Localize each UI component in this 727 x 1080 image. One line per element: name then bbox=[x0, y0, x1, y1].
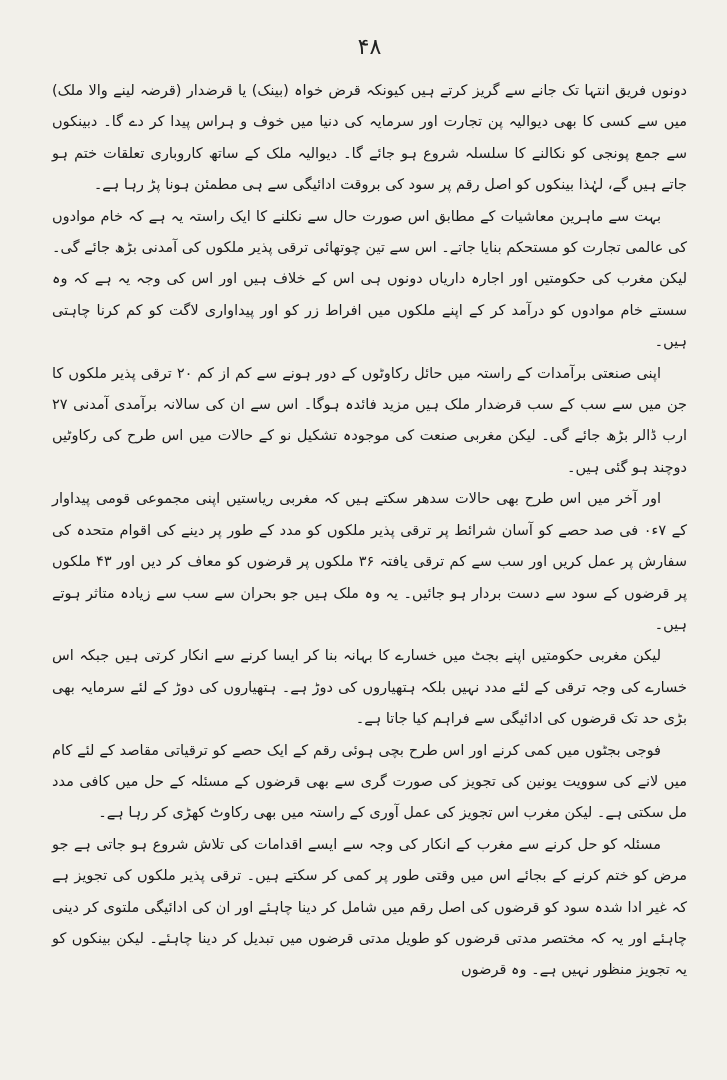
paragraph-3: اپنی صنعتی برآمدات کے راستہ میں حائل رکاوٹوں کے دور ہونے سے کم از کم ۲۰ ترقی پذیر ملکوں کا جن میں سے سب کے سب قرضدار ملک ہیں مزید فائدہ ہوگا۔ اس سے ان کی سالانہ برآمدی آمدنی ۲۷ ارب ڈالر بڑھ جائے گی۔ لیکن مغربی صنعت کی موجودہ تشکیل نو کے حالات میں اس طرح کی رکاوٹیں دوچند ہو گئی ہیں۔ bbox=[52, 365, 687, 476]
page-number: ۴۸ bbox=[357, 35, 382, 60]
page-body bbox=[52, 76, 687, 987]
paragraph-2: بہت سے ماہرین معاشیات کے مطابق اس صورت حال سے نکلنے کا ایک راستہ یہ ہے کہ خام موادوں کی عالمی تجارت کو مستحکم بنایا جاتے۔ اس سے تین چوتھائی ترقی پذیر ملکوں کی آمدنی بڑھ جائے گی۔ لیکن مغرب کی حکومتیں اور اجارہ داریاں دونوں ہی اس کے خلاف ہیں اور اس کی وجہ یہ ہے کہ وہ سستے خام موادوں کو درآمد کر کے اپنے ملکوں میں افراط زر کو اور پیداواری لاگت کو کم کرنا چاہتی ہیں۔ bbox=[52, 208, 687, 351]
paragraph-4: اور آخر میں اس طرح بھی حالات سدھر سکتے ہیں کہ مغربی ریاستیں اپنی مجموعی قومی پیداوار کے ۷ء۰ فی صد حصے کو آسان شرائط پر ترقی پذیر ملکوں کو مدد کے طور پر دینے کی اقوام متحدہ کی سفارش پر عمل کریں اور سب سے کم ترقی یافتہ ۳۶ ملکوں پر قرضوں کو معاف کر دیں اور ۴۳ ملکوں پر قرضوں کے سود سے دست بردار ہو جائیں۔ یہ وہ ملک ہیں جو بحران سے سب سے زیادہ متاثر ہوتے ہیں۔ bbox=[52, 491, 688, 633]
paragraph-7: مسئلہ کو حل کرنے سے مغرب کے انکار کی وجہ سے ایسے اقدامات کی تلاش شروع ہو جاتی ہے جو مرض کو ختم کرنے کے بجائے اس میں وقتی طور پر کمی کر سکتے ہیں۔ ترقی پذیر ملکوں کی تجویز ہے کہ غیر ادا شدہ سود کو قرضوں کی اصل رقم میں شامل کر دینا چاہئے اور ان کی ادائیگی ملتوی کر دینی چاہئے اور یہ کہ مختصر مدتی قرضوں کو طویل مدتی قرضوں میں تبدیل کر دینا چاہئے۔ لیکن بینکوں کو یہ تجویز منظور نہیں ہے۔ وہ قرضوں bbox=[52, 836, 687, 979]
paragraph-1: دونوں فریق انتہا تک جانے سے گریز کرتے ہیں کیونکہ قرض خواہ (بینک) یا قرضدار (قرضہ لینے والا ملک) میں سے کسی کا بھی دیوالیہ پن تجارت اور سرمایہ کی دنیا میں خوف و ہراس پیدا کر دے گا۔ دبینکوں سے جمع پونجی کو نکالنے کا سلسلہ شروع ہو جائے گا۔ دیوالیہ ملک کے ساتھ کاروباری تعلقات ختم ہو جاتے ہیں گے، لہٰذا بینکوں کو اصل رقم پر سود کی بروقت ادائیگی سے ہی مطمئن ہونا پڑ رہا ہے۔ bbox=[52, 83, 687, 194]
paragraph-6: فوجی بجٹوں میں کمی کرنے اور اس طرح بچی ہوئی رقم کے ایک حصے کو ترقیاتی مقاصد کے لئے کام میں لانے کی سوویت یونین کی تجویز کی صورت گری سے بھی قرضوں کے مسئلہ کے حل میں کافی مدد مل سکتی ہے۔ لیکن مغرب اس تجویز کی عمل آوری کے راستہ میں بھی رکاوٹ کھڑی کر رہا ہے۔ bbox=[52, 742, 687, 822]
paragraph-5: لیکن مغربی حکومتیں اپنے بجٹ میں خسارے کا بہانہ بنا کر ایسا کرنے سے انکار کرتی ہیں جبکہ اس خسارے کی وجہ ترقی کے لئے مدد نہیں بلکہ ہتھیاروں کی دوڑ ہے۔ ہتھیاروں کی دوڑ کے لئے سرمایہ بھی بڑی حد تک قرضوں کی ادائیگی سے فراہم کیا جاتا ہے۔ bbox=[52, 648, 687, 728]
